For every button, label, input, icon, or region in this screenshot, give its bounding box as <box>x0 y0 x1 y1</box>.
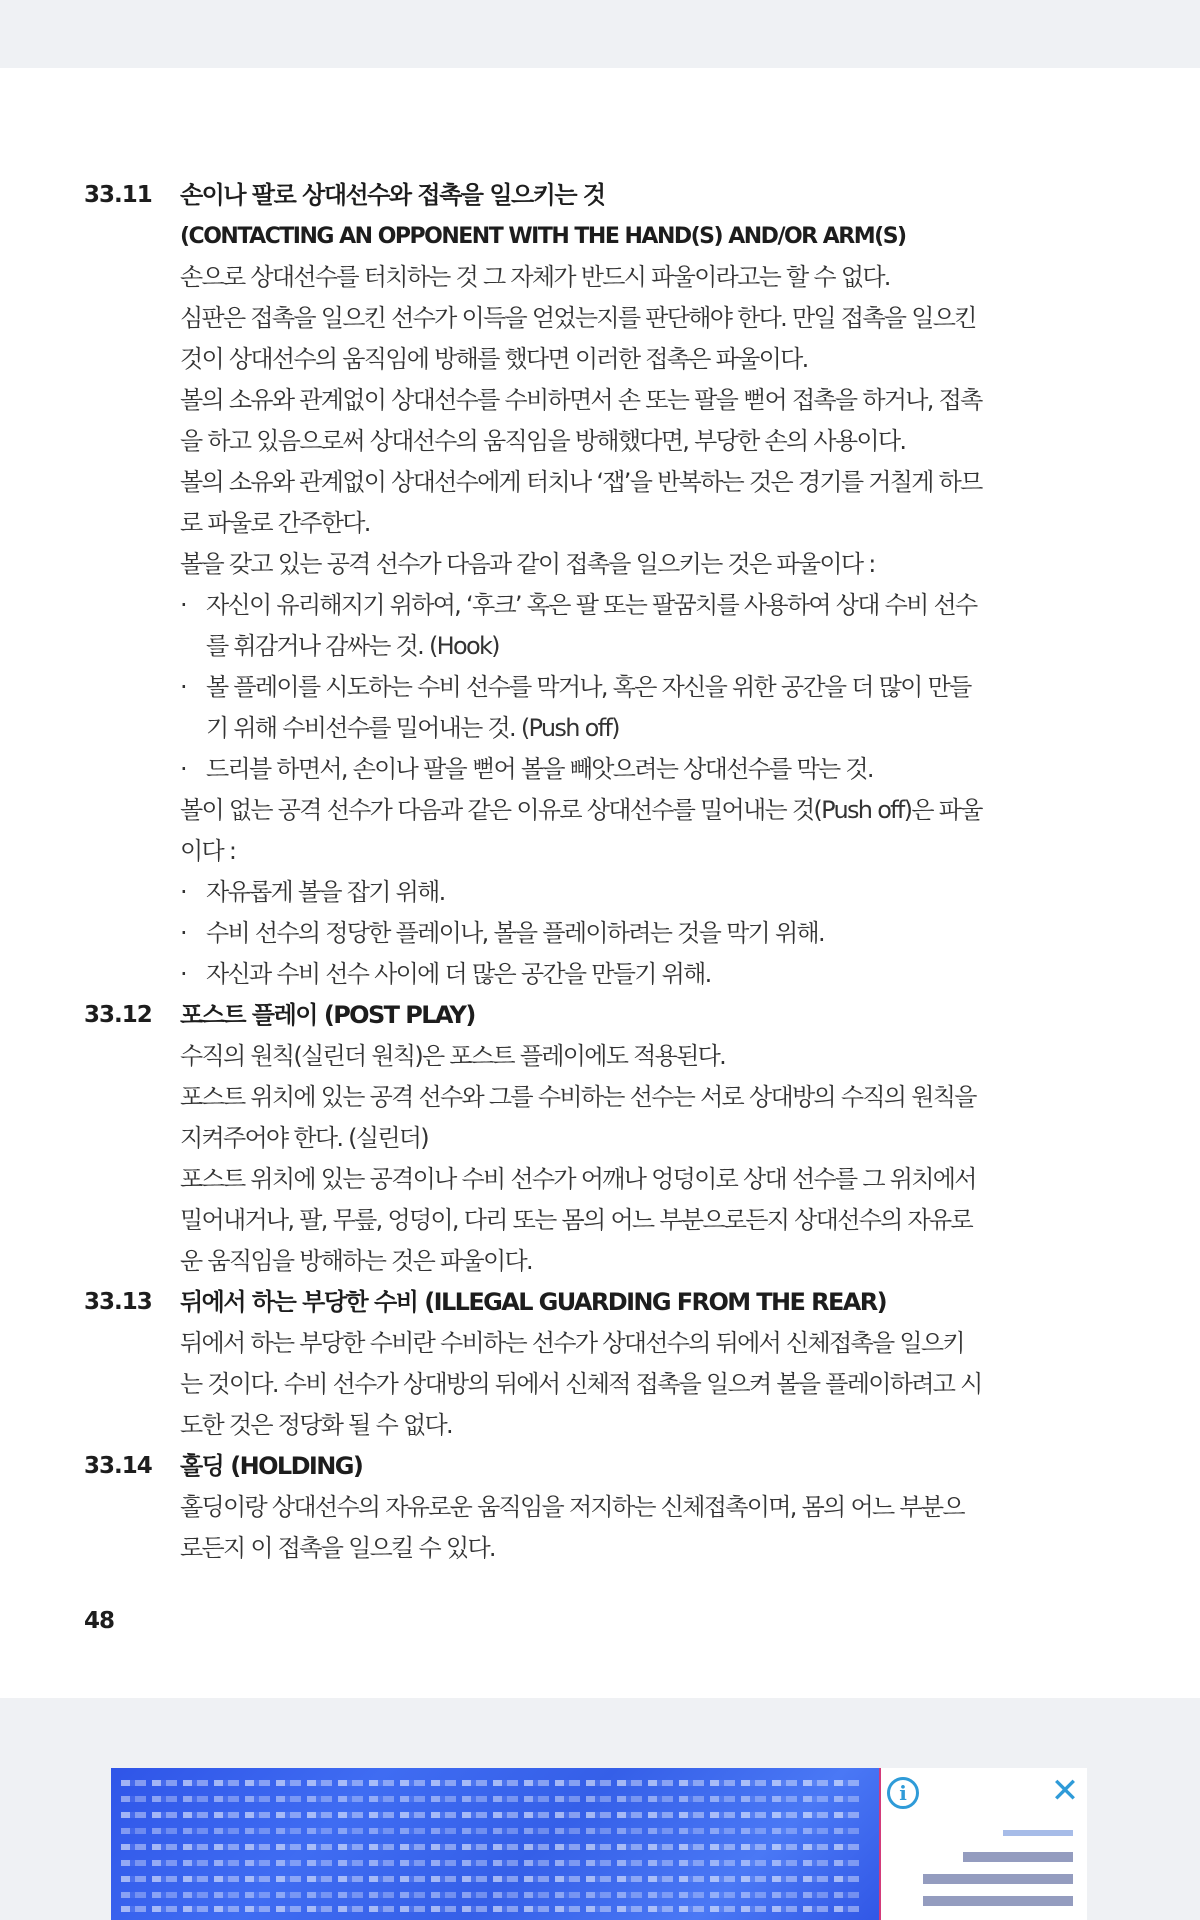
bullet-text: 수비 선수의 정당한 플레이나, 볼을 플레이하려는 것을 막기 위해. <box>206 919 824 947</box>
ad-info-icon[interactable]: i <box>887 1777 919 1809</box>
section-number: 33.11 <box>84 182 152 208</box>
section-title <box>180 995 980 1036</box>
section-title-ko: 홀딩 <box>180 1452 224 1480</box>
paragraph-line: 볼의 소유와 관계없이 상대선수에게 터치나 ‘잽’을 반복하는 것은 경기를 거칠게 하므 <box>180 468 982 496</box>
section-number: 33.14 <box>84 1453 152 1479</box>
ad-divider <box>879 1768 881 1920</box>
paragraph-line: 로든지 이 접촉을 일으킬 수 있다. <box>180 1534 495 1562</box>
ad-close-icon[interactable]: ✕ <box>1050 1771 1080 1811</box>
bullet-text: 자신과 수비 선수 사이에 더 많은 공간을 만들기 위해. <box>206 960 711 988</box>
bullet-dot: · <box>180 755 186 783</box>
bullet-text: 볼 플레이를 시도하는 수비 선수를 막거나, 혹은 자신을 위한 공간을 더 많이 만들 <box>206 673 971 701</box>
ad-banner[interactable] <box>111 1768 1087 1920</box>
bullet-text: 를 휘감거나 감싸는 것. (Hook) <box>206 632 499 660</box>
bullet-text: 자신이 유리해지기 위하여, ‘후크’ 혹은 팔 또는 팔꿈치를 사용하여 상대 수비 선수 <box>206 591 977 619</box>
paragraph-line: 볼을 갖고 있는 공격 선수가 다음과 같이 접촉을 일으키는 것은 파울이다 : <box>180 550 875 578</box>
section-title: 손이나 팔로 상대선수와 접촉을 일으키는 것 <box>180 181 605 209</box>
section-number: 33.13 <box>84 1289 152 1315</box>
section-title <box>180 1282 980 1323</box>
paragraph-line: 포스트 위치에 있는 공격 선수와 그를 수비하는 선수는 서로 상대방의 수직의 원칙을 <box>180 1083 976 1111</box>
paragraph-line: 로 파울로 간주한다. <box>180 509 370 537</box>
section-number: 33.12 <box>84 1002 152 1028</box>
paragraph-line: 지켜주어야 한다. (실린더) <box>180 1124 428 1152</box>
document-page <box>0 68 1200 1698</box>
paragraph-line: 도한 것은 정당화 될 수 없다. <box>180 1411 452 1439</box>
paragraph-line: 운 움직임을 방해하는 것은 파울이다. <box>180 1247 532 1275</box>
paragraph-line: 을 하고 있음으로써 상대선수의 움직임을 방해했다면, 부당한 손의 사용이다. <box>180 427 906 455</box>
paragraph-line: 손으로 상대선수를 터치하는 것 그 자체가 반드시 파울이라고는 할 수 없다. <box>180 263 890 291</box>
bullet-dot: · <box>180 673 186 701</box>
ad-image[interactable] <box>111 1768 879 1920</box>
bullet-text: 자유롭게 볼을 잡기 위해. <box>206 878 445 906</box>
section-title <box>180 1446 980 1487</box>
top-strip <box>0 0 1200 68</box>
section-title-en: (HOLDING) <box>230 1452 363 1480</box>
paragraph-line: 밀어내거나, 팔, 무릎, 엉덩이, 다리 또는 몸의 어느 부분으로든지 상대선수의 자유로 <box>180 1206 972 1234</box>
paragraph-line: 볼이 없는 공격 선수가 다음과 같은 이유로 상대선수를 밀어내는 것(Push off)은 파울 <box>180 796 982 824</box>
paragraph-line: 것이 상대선수의 움직임에 방해를 했다면 이러한 접촉은 파울이다. <box>180 345 808 373</box>
paragraph-line: 이다 : <box>180 837 236 865</box>
bullet-dot: · <box>180 919 186 947</box>
paragraph-line: 는 것이다. 수비 선수가 상대방의 뒤에서 신체적 접촉을 일으켜 볼을 플레이하려고 시 <box>180 1370 982 1398</box>
paragraph-line: 볼의 소유와 관계없이 상대선수를 수비하면서 손 또는 팔을 뻗어 접촉을 하거나, 접촉 <box>180 386 982 414</box>
paragraph-line: 심판은 접촉을 일으킨 선수가 이득을 얻었는지를 판단해야 한다. 만일 접촉을 일으킨 <box>180 304 976 332</box>
section-title-en: (POST PLAY) <box>323 1001 475 1029</box>
paragraph-line: 포스트 위치에 있는 공격이나 수비 선수가 어깨나 엉덩이로 상대 선수를 그 위치에서 <box>180 1165 976 1193</box>
paragraph-line: 수직의 원칙(실린더 원칙)은 포스트 플레이에도 적용된다. <box>180 1042 726 1070</box>
section-title-en: (ILLEGAL GUARDING FROM THE REAR) <box>424 1288 886 1316</box>
bullet-dot: · <box>180 878 186 906</box>
bullet-dot: · <box>180 960 186 988</box>
page-number: 48 <box>84 1608 115 1634</box>
paragraph-line: 홀딩이랑 상대선수의 자유로운 움직임을 저지하는 신체접촉이며, 몸의 어느 부분으 <box>180 1493 964 1521</box>
section-subtitle: (CONTACTING AN OPPONENT WITH THE HAND(S) AND/OR ARM(S) <box>180 224 906 249</box>
bullet-text: 드리블 하면서, 손이나 팔을 뻗어 볼을 빼앗으려는 상대선수를 막는 것. <box>206 755 873 783</box>
bullet-text: 기 위해 수비선수를 밀어내는 것. (Push off) <box>206 714 619 742</box>
paragraph-line: 뒤에서 하는 부당한 수비란 수비하는 선수가 상대선수의 뒤에서 신체접촉을 일으키 <box>180 1329 964 1357</box>
section-title-ko: 뒤에서 하는 부당한 수비 <box>180 1288 418 1316</box>
bullet-dot: · <box>180 591 186 619</box>
section-title-ko: 포스트 플레이 <box>180 1001 317 1029</box>
